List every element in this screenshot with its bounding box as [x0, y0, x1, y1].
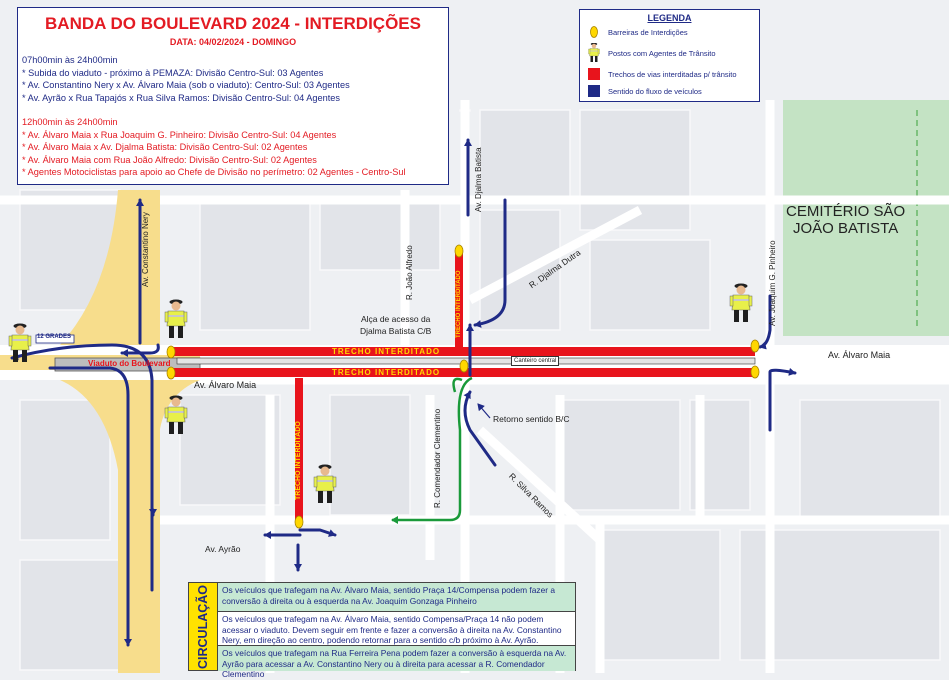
- flow-icon: [588, 85, 600, 97]
- circulation-message: Os veículos que trafegam na Av. Álvaro Maia, sentido Praça 14/Compensa podem fazer a conversão à direita ou à esquerda na Av. Joaquim Gonzaga Pinheiro: [218, 583, 575, 612]
- circulation-title-bar: [189, 583, 218, 670]
- barrier-west-south: [167, 367, 175, 379]
- schedule-1-time: 07h00min às 24h00min: [22, 55, 118, 65]
- barrier-east-north: [751, 340, 759, 352]
- circulation-message: Os veículos que trafegam na Rua Ferreira Pena podem fazer a conversão à esquerda na Av. Ayrão para acessar a Av. Constantino Nery ou à direita para acessar a R. Comendador Clementino: [218, 646, 575, 671]
- schedule-panel: [17, 7, 449, 185]
- label-ayrao: Av. Ayrão: [205, 544, 241, 554]
- label-constantino-nery: Av. Constantino Nery: [141, 212, 150, 287]
- label-alca-access: Alça de acesso da Djalma Batista C/B: [360, 314, 432, 336]
- label-silva-ramos: R. Silva Ramos: [506, 471, 556, 520]
- legend-title: LEGENDA: [647, 13, 692, 23]
- schedule-2-item: * Av. Álvaro Maia x Rua Joaquim G. Pinheiro: Divisão Centro-Sul: 04 Agentes: [22, 129, 337, 140]
- circulation-panel: [188, 582, 576, 679]
- barrier-west-north: [167, 346, 175, 358]
- schedule-section-1: [22, 54, 350, 104]
- circulation-message: Os veículos que trafegam na Av. Álvaro Maia, sentido Compensa/Praça 14 não podem acessar o viaduto. Devem seguir em frente e fazer a conversão à direita na Av. Constantino Nery, em direção ao centro, podendo retornar para o sentido c/b próximo à Av. Ayrão.: [218, 612, 575, 646]
- barrier-alvaro-djalma: [460, 360, 468, 372]
- label-retorno: Retorno sentido B/C: [493, 414, 570, 424]
- label-viaduto: Viaduto do Boulevard: [88, 359, 171, 368]
- schedule-section-2: [22, 116, 406, 179]
- legend-item-barrier: Barreiras de Interdições: [586, 26, 688, 38]
- agent-icon: [587, 43, 601, 63]
- label-joaquim-pinheiro: Av. Joaquim G. Pinheiro: [768, 240, 777, 326]
- circulation-title: CIRCULAÇÃO: [196, 584, 210, 669]
- label-joao-alfredo: R. João Alfredo: [405, 245, 414, 300]
- label-djalma-batista: Av. Djalma Batista: [474, 147, 483, 212]
- closure-alvaro-north: [170, 347, 755, 356]
- label-trecho-bottom: TRECHO INTERDITADO: [332, 368, 441, 377]
- legend-item-closure: Trechos de vias interditadas p/ trânsito: [586, 68, 737, 80]
- legend-item-agent: Postos com Agentes de Trânsito: [586, 43, 716, 63]
- closure-icon: [588, 68, 600, 80]
- barrier-joao-alfredo: [295, 516, 303, 528]
- schedule-2-item: * Av. Álvaro Maia com Rua João Alfredo: Divisão Centro-Sul: 02 Agentes: [22, 154, 317, 165]
- schedule-1-item: * Av. Constantino Nery x Av. Álvaro Maia (sob o viaduto): Centro-Sul: 03 Agentes: [22, 80, 350, 90]
- legend: [579, 9, 760, 102]
- label-trecho-top: TRECHO INTERDITADO: [332, 347, 441, 356]
- barrier-east-south: [751, 366, 759, 378]
- schedule-2-item: * Av. Álvaro Maia x Av. Djalma Batista: Divisão Centro-Sul: 02 Agentes: [22, 142, 308, 152]
- label-djalma-dutra: R. Djalma Dutra: [527, 247, 583, 291]
- schedule-2-item: * Agentes Motociclistas para apoio ao Chefe de Divisão no perímetro: 02 Agentes - Centro-Sul: [22, 167, 406, 177]
- barrier-djalma-access: [455, 245, 463, 257]
- label-comendador-clementino: R. Comendador Clementino: [433, 408, 442, 508]
- schedule-2-time: 12h00min às 24h00min: [22, 117, 118, 127]
- page-title: BANDA DO BOULEVARD 2024 - INTERDIÇÕES: [45, 14, 421, 33]
- label-alvaro-maia-west: Av. Álvaro Maia: [194, 380, 257, 390]
- barrier-icon: [590, 26, 598, 38]
- grades-label: 12 GRADES: [37, 334, 72, 340]
- schedule-1-item: * Av. Ayrão x Rua Tapajós x Rua Silva Ramos: Divisão Centro-Sul: 04 Agentes: [22, 92, 340, 103]
- schedule-1-item: * Subida do viaduto - próximo à PEMAZA: Divisão Centro-Sul: 03 Agentes: [22, 67, 324, 78]
- page-date: DATA: 04/02/2024 - DOMINGO: [169, 37, 297, 47]
- label-alvaro-maia-east: Av. Álvaro Maia: [828, 350, 891, 360]
- label-trecho-vertical-joao: TRECHO INTERDITADO: [295, 421, 302, 500]
- label-trecho-vertical-djalma: TRECHO INTERDITADO: [456, 270, 462, 338]
- label-canteiro-central: Canteiro central: [511, 356, 559, 366]
- label-cemetery: CEMITÉRIO SÃO JOÃO BATISTA: [786, 203, 906, 237]
- legend-item-flow: Sentido do fluxo de veículos: [586, 85, 702, 97]
